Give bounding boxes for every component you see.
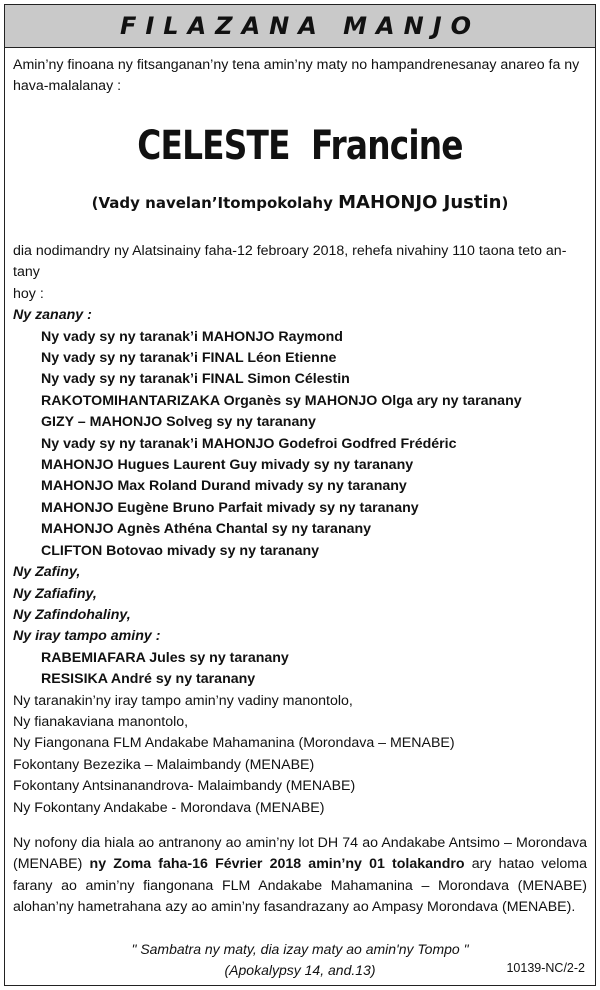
spouse-prefix: (Vady navelan’Itompokolahy bbox=[91, 194, 339, 212]
deceased-surname: CELESTE bbox=[137, 123, 290, 169]
other-mourner: Ny Fokontany Andakabe - Morondava (MENABE) bbox=[13, 799, 325, 816]
other-mourner: Ny fianakaviana manontolo, bbox=[13, 713, 189, 730]
sibling-member: RABEMIAFARA Jules sy ny taranany bbox=[41, 649, 289, 666]
death-notice-page bbox=[4, 4, 596, 986]
death-date-line-cont: tany bbox=[13, 264, 40, 281]
family-member: Ny vady sy ny taranak’i MAHONJO Godefroi Godfred Frédéric bbox=[41, 435, 457, 452]
reference-number: 10139-NC/2-2 bbox=[506, 961, 585, 975]
other-mourner: Fokontany Antsinanandrova- Malaimbandy (MENABE) bbox=[13, 778, 356, 795]
funeral-text-part1: Ny nofony dia hiala ao antranony ao amin’ny lot DH 74 ao Andakabe Antsimo – Morondava (MENABE) bbox=[13, 835, 587, 873]
grandchildren-heading: Ny Zafiny, bbox=[13, 564, 81, 581]
other-mourner: Fokontany Bezezika – Malaimbandy (MENABE) bbox=[13, 756, 315, 773]
other-mourner: Ny Fiangonana FLM Andakabe Mahamanina (Morondava – MENABE) bbox=[13, 735, 455, 752]
other-mourner: Ny taranakin’ny iray tampo amin’ny vadiny manontolo, bbox=[13, 692, 353, 709]
great-great-grandchildren-heading: Ny Zafindohaliny, bbox=[13, 606, 131, 623]
funeral-text-part2: ary hatao veloma farany ao amin’ny fiangonana FLM Andakabe Mahamanina – Morondava (MENABE) alohan’ny hametrahana azy ao amin’ny fasandrazany ao Ampasy Morondava (MENABE). bbox=[13, 856, 587, 916]
family-member: Ny vady sy ny taranak’i FINAL Simon Célestin bbox=[41, 371, 350, 388]
family-member: MAHONJO Eugène Bruno Parfait mivady sy ny taranany bbox=[41, 499, 419, 516]
death-date-line: dia nodimandry ny Alatsinainy faha-12 febroary 2018, rehefa nivahiny 110 taona teto an- bbox=[13, 243, 567, 259]
notice-banner-title: FILAZANA MANJO bbox=[5, 5, 595, 48]
funeral-paragraph bbox=[13, 833, 587, 919]
family-member: Ny vady sy ny taranak’i MAHONJO Raymond bbox=[41, 328, 343, 345]
death-date-line-end: hoy : bbox=[13, 285, 44, 302]
great-grandchildren-heading: Ny Zafiafiny, bbox=[13, 585, 97, 602]
deceased-given-name: Francine bbox=[311, 123, 463, 169]
family-member: GIZY – MAHONJO Solveg sy ny taranany bbox=[41, 414, 316, 431]
children-heading: Ny zanany : bbox=[13, 307, 92, 324]
spouse-line bbox=[5, 192, 595, 213]
intro-paragraph: Amin’ny finoana ny fitsanganan’ny tena amin’ny maty no hampandrenesanay anareo fa ny hava-malalanay : bbox=[13, 57, 580, 95]
family-member: MAHONJO Agnès Athéna Chantal sy ny taranany bbox=[41, 521, 372, 538]
spouse-suffix: ) bbox=[501, 194, 509, 212]
notice-body bbox=[13, 241, 587, 819]
family-member: RAKOTOMIHANTARIZAKA Organès sy MAHONJO Olga ary ny taranany bbox=[41, 392, 522, 409]
sibling-member: RESISIKA André sy ny taranany bbox=[41, 671, 256, 688]
family-member: MAHONJO Hugues Laurent Guy mivady sy ny taranany bbox=[41, 457, 414, 474]
family-member: MAHONJO Max Roland Durand mivady sy ny taranany bbox=[41, 478, 407, 495]
family-member: Ny vady sy ny taranak’i FINAL Léon Etienne bbox=[41, 350, 337, 367]
funeral-date-time: ny Zoma faha-16 Février 2018 amin’ny 01 tolakandro bbox=[89, 856, 465, 873]
deceased-name bbox=[58, 123, 542, 169]
siblings-heading: Ny iray tampo aminy : bbox=[13, 628, 161, 645]
quote-citation: (Apokalypsy 14, and.13) bbox=[224, 962, 376, 978]
quote-text: " Sambatra ny maty, dia izay maty ao amin'ny Tompo " bbox=[131, 941, 469, 957]
spouse-name: MAHONJO Justin bbox=[338, 192, 502, 213]
family-member: CLIFTON Botovao mivady sy ny taranany bbox=[41, 542, 320, 559]
